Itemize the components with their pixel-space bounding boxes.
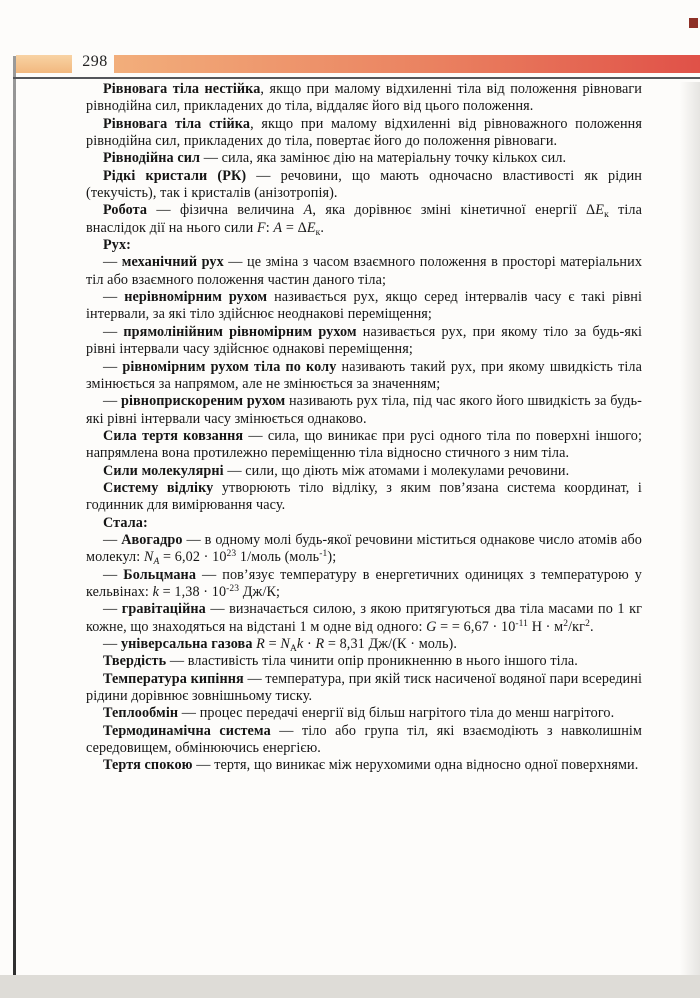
text-segment: гравітаційна [121, 601, 206, 618]
glossary-entry [86, 428, 642, 463]
text-segment: Теплообмін [103, 705, 179, 722]
text-segment: називають рух тіла, під час якого його швидкість за будь-які рівні інтервали часу змінюється однаково. [86, 393, 642, 427]
text-segment: /кг [568, 618, 586, 635]
text-segment: 1/моль (моль [236, 549, 320, 566]
text-segment: — сили, що діють між атомами і молекулами речовини. [223, 462, 570, 479]
text-segment: — [103, 358, 123, 375]
text-segment: — температура, при якій тиск насиченої водяної пари всередині рідини дорівнює зовнішньому тиску. [86, 670, 642, 705]
text-segment: 2 [585, 618, 590, 629]
text-segment: — сила, що виникає при русі одного тіла по поверхні іншого; напрямлена вона протилежно переміщенню тіла відносно стичного з ним тіла. [86, 427, 643, 462]
glossary-entry [86, 636, 642, 653]
text-segment: Тертя спокою [103, 757, 193, 774]
text-segment: G [426, 618, 437, 635]
text-segment: A [153, 557, 160, 568]
glossary-entry [86, 480, 642, 515]
text-segment: — процес передачі енергії від більш нагрітого тіла до менш нагрітого. [178, 705, 615, 722]
text-segment: — [103, 289, 125, 306]
text-segment: — тіло або група тіл, які взаємодіють з навколишнім середовищем, обмінюючись енергією. [86, 722, 643, 757]
glossary-entry [86, 289, 642, 324]
text-segment: Рівновага тіла стійка [103, 115, 251, 132]
glossary-entry [86, 757, 642, 774]
glossary-entry [86, 393, 642, 428]
glossary-entry [86, 150, 642, 167]
text-segment: , якщо при малому відхиленні від рівноважного положення рівнодійна сил, прикладених до тіла, повертає його до положення рівноваги. [86, 115, 642, 150]
text-segment: R [256, 636, 265, 652]
text-segment: , якщо при малому відхиленні тіла від положення рівноваги рівнодійна сил, прикладених до тіла, віддаляє його від цього положення. [86, 81, 642, 115]
text-segment: — властивість тіла чинити опір проникненню в нього іншого тіла. [166, 653, 578, 670]
text-segment: E [306, 219, 316, 236]
text-segment: — визначається силою, з якою притягуються два тіла масами по 1 кг кожне, що знаходяться на відстані 1 м одне від одного: [86, 601, 642, 635]
glossary-entry [86, 359, 642, 394]
text-segment: Рівнодійна сил [103, 150, 201, 167]
glossary-entry [86, 601, 642, 636]
glossary-entry [86, 202, 642, 237]
header-rule [13, 77, 700, 79]
text-segment: · [303, 636, 316, 652]
text-segment: 2 [563, 618, 569, 629]
text-segment: — речовини, що мають одночасно властивості як рідин (текучість), так і кристалів (анізотропія). [86, 167, 642, 202]
text-segment: Больцмана [123, 566, 197, 583]
text-segment: — це зміна з часом взаємного положення в просторі матеріальних тіл або взаємного положення частин даного тіла; [86, 254, 643, 288]
text-segment: ); [327, 549, 337, 566]
page-number: 298 [82, 53, 108, 70]
page-curl-shadow [680, 82, 700, 975]
text-segment: — [103, 393, 122, 410]
text-segment: — сила, яка замінює дію на матеріальну точку кількох сил. [200, 150, 567, 167]
glossary-entry [86, 463, 642, 480]
text-segment: називається рух, при якому тіло за будь-які рівні інтервали часу здійснює однакові переміщення; [86, 323, 642, 358]
text-segment: механічний рух [121, 254, 224, 271]
text-segment: — [103, 636, 121, 652]
glossary-entry [86, 653, 642, 670]
text-segment: N [143, 549, 154, 566]
text-segment: Сили молекулярні [103, 462, 224, 479]
glossary-entry [86, 254, 642, 289]
glossary-entry [86, 81, 642, 116]
text-segment: -23 [226, 583, 240, 594]
glossary-entry [86, 324, 642, 359]
text-segment: = 1,38 · 10 [159, 583, 227, 600]
text-segment: 23 [226, 549, 237, 560]
glossary-entry [86, 168, 642, 203]
corner-artifact [689, 18, 698, 28]
text-segment: Температура кипіння [103, 670, 244, 687]
text-segment: Систему відліку [103, 479, 214, 496]
text-segment: Авогадро [121, 531, 183, 548]
text-segment: прямолінійним рівномірним рухом [123, 323, 357, 340]
text-segment: Рух: [103, 237, 131, 254]
text-segment: к [604, 210, 609, 221]
text-segment: , яка дорівнює зміні кінетичної енергії Δ [312, 202, 596, 219]
text-segment: тіла внаслідок дії на нього сили [86, 202, 642, 236]
text-segment: k [152, 583, 160, 600]
text-segment: k [296, 636, 304, 652]
glossary-entry [86, 671, 642, 706]
text-segment: Н · м [528, 618, 564, 635]
text-segment: — [103, 254, 122, 271]
text-segment: = = 6,67 · 10 [436, 618, 516, 635]
text-segment: = [264, 636, 281, 652]
page-binding-edge [13, 56, 16, 977]
text-segment: -11 [515, 618, 529, 629]
text-segment: F [256, 219, 266, 236]
text-segment: A [289, 644, 297, 654]
scan-bottom-edge [0, 975, 700, 998]
text-segment: N [280, 636, 290, 652]
text-segment: : [265, 219, 274, 236]
text-segment: E [595, 202, 605, 219]
text-segment: — [103, 601, 122, 618]
glossary-entry [86, 705, 642, 722]
text-segment: . [320, 219, 324, 236]
text-segment: Термодинамічна система [103, 722, 271, 739]
glossary-entry [86, 567, 642, 602]
text-segment: -1 [319, 549, 328, 560]
glossary-entry [86, 116, 642, 151]
text-segment: — [103, 566, 124, 583]
text-segment: — тертя, що виникає між нерухомими одна відносно одної поверхнями. [192, 757, 639, 774]
glossary-entry [86, 237, 642, 254]
text-segment: — пов’язує температуру в енергетичних одиницях з температурою у кельвінах: [86, 566, 643, 600]
text-segment: Сила тертя ковзання [103, 427, 244, 444]
header-bar-gradient [114, 55, 700, 73]
text-segment: R [315, 636, 325, 652]
glossary-text [86, 81, 642, 775]
text-segment: Твердість [103, 653, 167, 670]
text-segment: к [315, 227, 321, 238]
text-segment: Стала: [103, 514, 148, 531]
text-segment: — в одному молі будь-якої речовини міститься однакове число атомів або молекул: [86, 531, 643, 566]
text-segment: Робота [103, 202, 148, 219]
text-segment: рівноприскореним рухом [121, 393, 286, 410]
text-segment: A [303, 202, 313, 219]
header-bar-left-segment [16, 55, 72, 73]
text-segment: називають такий рух, при якому швидкість тіла змінюється за напрямом, але не змінюється за значенням; [86, 358, 642, 392]
text-segment: Дж/К; [239, 583, 281, 600]
text-segment: називається рух, якщо серед інтервалів часу є такі рівні інтервали, за які тіло здійснює неоднакові переміщення; [86, 289, 642, 323]
text-segment: Рівновага тіла нестійка [103, 81, 261, 97]
text-segment: = Δ [282, 219, 307, 236]
text-segment: рівномірним рухом тіла по колу [122, 358, 337, 375]
text-segment: . [589, 618, 594, 635]
glossary-entry [86, 723, 642, 758]
text-segment: — фізична величина [147, 202, 304, 219]
text-segment: утворюють тіло відліку, з яким пов’язана система координат, і годинник для вимірювання часу. [86, 479, 642, 514]
glossary-entry [86, 515, 642, 532]
text-segment: A [273, 219, 283, 236]
text-segment: нерівномірним рухом [124, 289, 268, 306]
glossary-entry [86, 532, 642, 567]
text-segment: Рідкі кристали (РК) [103, 167, 247, 184]
text-segment: = 6,02 · 10 [159, 549, 227, 566]
text-segment: = 8,31 Дж/(К · моль). [324, 636, 458, 652]
text-segment: — [103, 531, 122, 548]
text-segment: універсальна газова [120, 636, 253, 652]
text-segment: — [103, 323, 124, 340]
